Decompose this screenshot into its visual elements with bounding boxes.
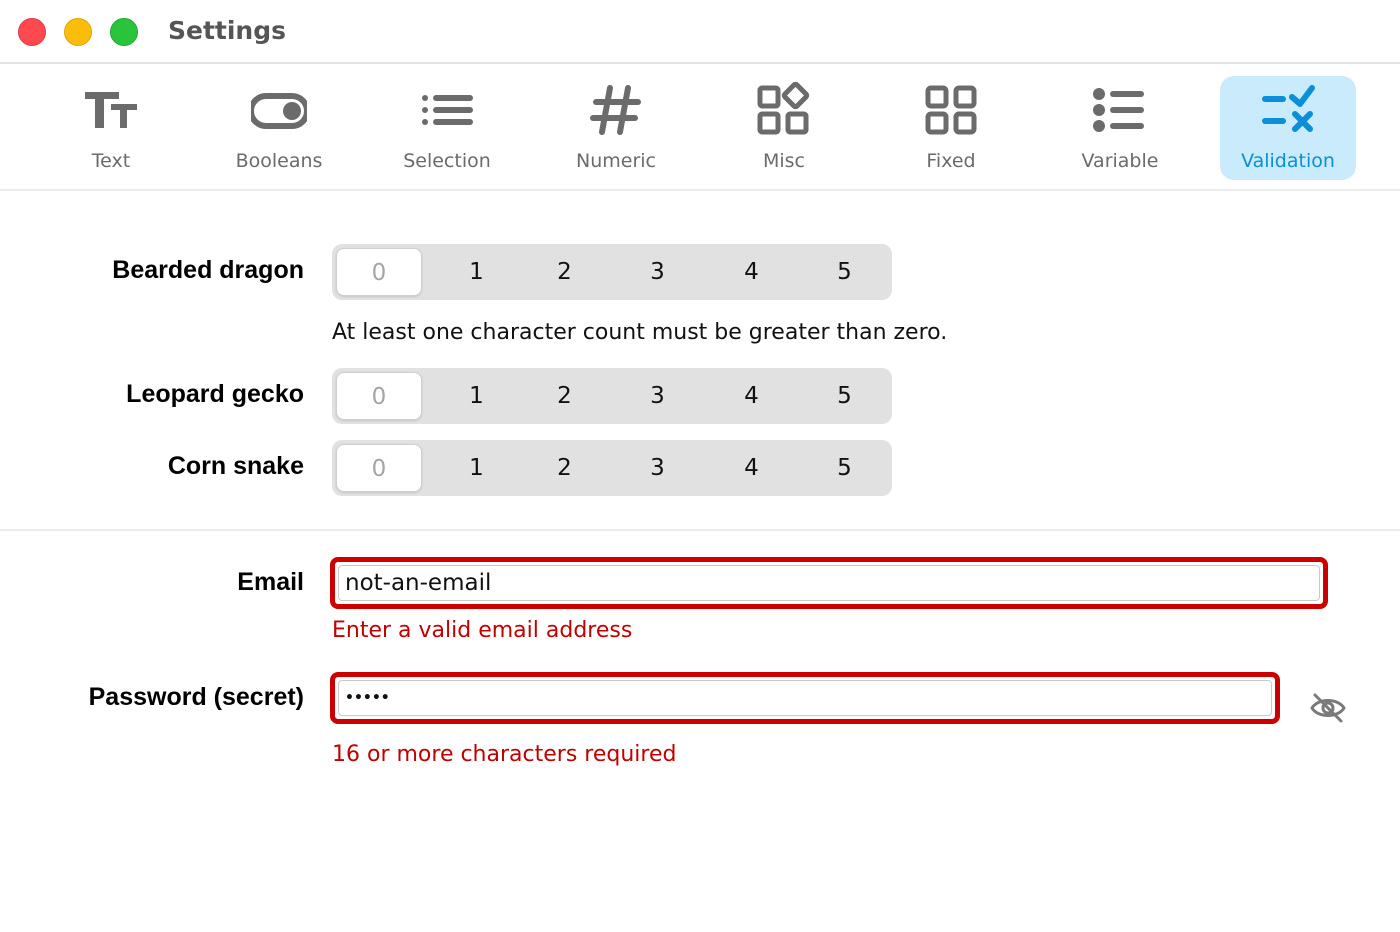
count-option-2[interactable]: 2 <box>557 455 572 481</box>
email-field-box <box>338 565 1320 601</box>
maximize-window-button[interactable] <box>110 18 138 46</box>
tab-numeric[interactable] <box>548 76 684 180</box>
list-icon <box>419 82 475 138</box>
count-option-3[interactable]: 3 <box>650 383 665 409</box>
hash-icon <box>588 82 644 138</box>
count-option-5[interactable]: 5 <box>837 383 852 409</box>
minimize-window-button[interactable] <box>64 18 92 46</box>
password-error-message: 16 or more characters required <box>332 742 677 767</box>
email-field[interactable] <box>345 566 1315 600</box>
tab-text[interactable] <box>43 76 179 180</box>
count-option-3[interactable]: 3 <box>650 259 665 285</box>
tab-fixed[interactable] <box>883 76 1019 180</box>
window-title: Settings <box>168 16 287 45</box>
bearded-dragon-label: Bearded dragon <box>112 256 304 284</box>
validation-check-icon <box>1260 82 1316 138</box>
tab-variable-label: Variable <box>1081 150 1159 172</box>
tab-misc-label: Misc <box>762 150 806 172</box>
tab-selection-label: Selection <box>403 150 491 172</box>
count-option-4[interactable]: 4 <box>744 383 759 409</box>
tab-validation-label: Validation <box>1241 150 1335 172</box>
password-field-error-border <box>330 672 1280 724</box>
password-field[interactable] <box>345 681 1267 715</box>
eye-slash-icon <box>1308 688 1348 728</box>
section-divider <box>0 529 1400 531</box>
password-field-box <box>338 680 1272 716</box>
email-field-error-border <box>330 557 1328 609</box>
tab-validation[interactable] <box>1220 76 1356 180</box>
text-size-icon <box>83 82 139 138</box>
tab-text-label: Text <box>91 150 131 172</box>
count-validation-message: At least one character count must be greater than zero. <box>332 320 948 345</box>
toggle-password-visibility-button[interactable] <box>1308 688 1348 728</box>
shapes-icon <box>756 82 812 138</box>
preferences-toolbar <box>0 64 1400 191</box>
count-option-2[interactable]: 2 <box>557 259 572 285</box>
count-option-5[interactable]: 5 <box>837 455 852 481</box>
count-option-4[interactable]: 4 <box>744 259 759 285</box>
title-bar <box>0 0 1400 64</box>
tab-selection[interactable] <box>379 76 515 180</box>
count-option-1[interactable]: 1 <box>469 455 484 481</box>
leopard-gecko-label: Leopard gecko <box>126 380 304 408</box>
corn-snake-count-picker <box>332 440 892 496</box>
bullet-list-icon <box>1092 82 1148 138</box>
leopard-gecko-count-picker <box>332 368 892 424</box>
tab-variable[interactable] <box>1052 76 1188 180</box>
count-option-0[interactable]: 0 <box>336 248 422 296</box>
count-option-0[interactable]: 0 <box>336 372 422 420</box>
close-window-button[interactable] <box>18 18 46 46</box>
tab-booleans[interactable] <box>211 76 347 180</box>
tab-numeric-label: Numeric <box>576 150 656 172</box>
email-label: Email <box>237 568 304 596</box>
count-option-0[interactable]: 0 <box>336 444 422 492</box>
tab-misc[interactable] <box>716 76 852 180</box>
count-option-4[interactable]: 4 <box>744 455 759 481</box>
tab-booleans-label: Booleans <box>235 150 323 172</box>
corn-snake-label: Corn snake <box>167 452 304 480</box>
count-option-5[interactable]: 5 <box>837 259 852 285</box>
count-option-2[interactable]: 2 <box>557 383 572 409</box>
count-option-1[interactable]: 1 <box>469 383 484 409</box>
tab-fixed-label: Fixed <box>926 150 976 172</box>
count-option-3[interactable]: 3 <box>650 455 665 481</box>
toggle-icon <box>251 82 307 138</box>
count-option-1[interactable]: 1 <box>469 259 484 285</box>
password-label: Password (secret) <box>88 683 304 711</box>
email-error-message: Enter a valid email address <box>332 618 633 643</box>
bearded-dragon-count-picker <box>332 244 892 300</box>
grid-icon <box>923 82 979 138</box>
